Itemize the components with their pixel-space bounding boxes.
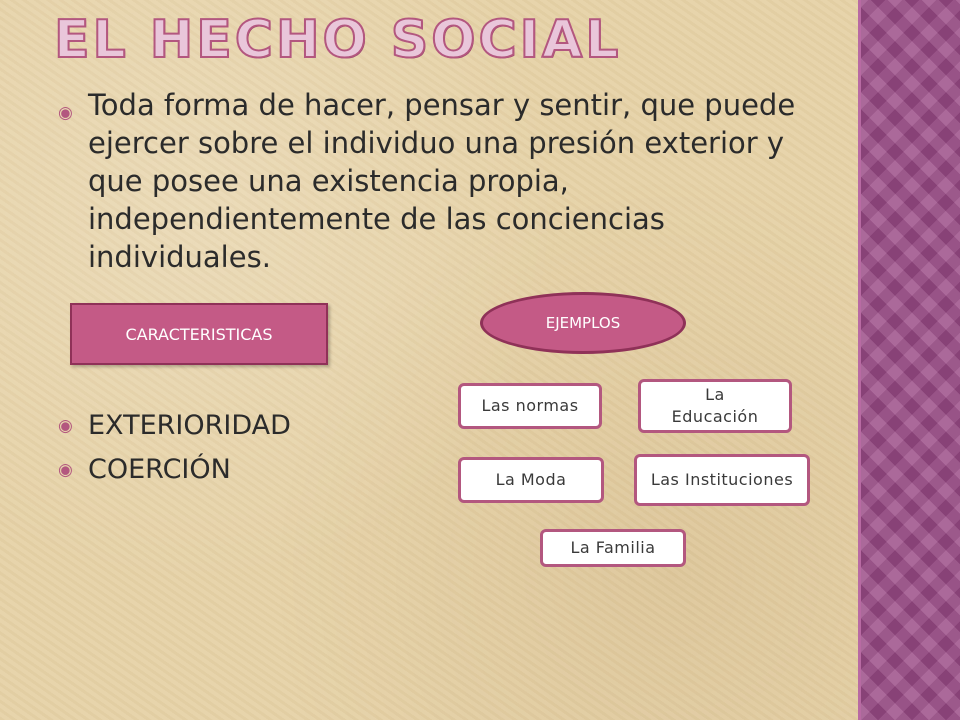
list-item	[58, 404, 291, 448]
characteristic-coercion: COERCIÓN	[88, 454, 231, 485]
characteristics-box: CARACTERISTICAS	[70, 303, 328, 365]
slide-title: EL HECHO SOCIAL	[54, 10, 622, 70]
characteristics-list	[58, 404, 291, 492]
examples-ellipse: EJEMPLOS	[480, 292, 686, 354]
example-la-educacion: La Educación	[638, 379, 792, 433]
circled-dot-bullet-icon: ◉	[58, 103, 73, 123]
example-la-moda: La Moda	[458, 457, 604, 503]
example-la-familia: La Familia	[540, 529, 686, 567]
characteristic-exterioridad: EXTERIORIDAD	[88, 410, 291, 441]
example-las-normas: Las normas	[458, 383, 602, 429]
circled-dot-bullet-icon: ◉	[58, 460, 73, 480]
definition-paragraph	[58, 86, 798, 276]
decorative-side-band	[858, 0, 960, 720]
definition-text: Toda forma de hacer, pensar y sentir, que puede ejercer sobre el individuo una presión exterior y que posee una existencia propia, independientemente de las conciencias individuales.	[88, 88, 796, 274]
list-item	[58, 448, 291, 492]
example-las-instituciones: Las Instituciones	[634, 454, 810, 506]
circled-dot-bullet-icon: ◉	[58, 416, 73, 436]
